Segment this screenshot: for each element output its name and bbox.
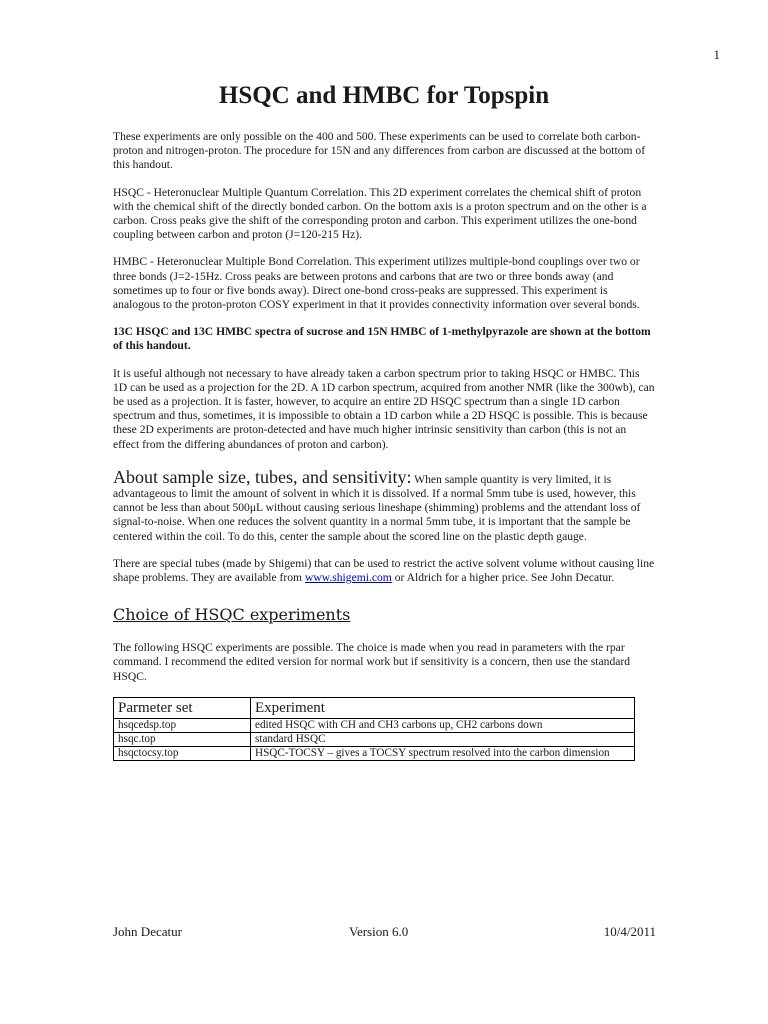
about-text: When sample quantity is very limited, it is advantageous to limit the amount of solvent in which it is dissolved. If a normal 5mm tube is used, however, this cannot be less than about 500μL without causing serious lineshape (shimming) problems and the attendant loss of signal-to-noise. When one reduces the solvent quantity in a normal 5mm tube, it is important that the sample be centered within the coil. To do this, center the sample about the scored line on the plastic depth gauge. bbox=[113, 472, 641, 543]
page-footer bbox=[113, 924, 656, 942]
shigemi-text-after: or Aldrich for a higher price. See John Decatur. bbox=[391, 571, 615, 585]
page-number: 1 bbox=[713, 47, 720, 62]
table-cell: hsqcedsp.top bbox=[114, 718, 251, 732]
spectra-note: 13C HSQC and 13C HMBC spectra of sucrose and 15N HMBC of 1-methylpyrazole are shown at the bottom of this handout. bbox=[113, 325, 651, 353]
choice-paragraph: The following HSQC experiments are possible. The choice is made when you read in parameters with the rpar command. I recommend the edited version for normal work but if sensitivity is a concern, then use the standard HSQC. bbox=[113, 641, 631, 683]
footer-author: John Decatur bbox=[113, 924, 182, 939]
shigemi-link[interactable]: www.shigemi.com bbox=[304, 571, 392, 585]
table-cell: hsqc.top bbox=[114, 732, 251, 746]
footer-date: 10/4/2011 bbox=[603, 924, 656, 939]
parameter-table bbox=[113, 697, 635, 761]
hsqc-paragraph: HSQC - Heteronuclear Multiple Quantum Correlation. This 2D experiment correlates the chemical shift of proton with the chemical shift of the directly bonded carbon. On the bottom axis is a proton spectrum and on the other is a carbon. Cross peaks give the shift of the corresponding proton and carbon. This experiment utilizes the one-bond coupling between carbon and proton (J=120-215 Hz). bbox=[113, 185, 647, 242]
intro-paragraph: These experiments are only possible on the 400 and 500. These experiments can be used to correlate both carbon-proton and nitrogen-proton. The procedure for 15N and any differences from carbon are discussed at the bottom of this handout. bbox=[113, 130, 646, 172]
table-row bbox=[114, 746, 635, 760]
table-cell: HSQC-TOCSY – gives a TOCSY spectrum resolved into the carbon dimension bbox=[251, 746, 635, 760]
shigemi-paragraph bbox=[113, 557, 655, 585]
hmbc-paragraph: HMBC - Heteronuclear Multiple Bond Correlation. This experiment utilizes multiple-bond couplings over two or three bonds (J=2-15Hz. Cross peaks are between protons and carbons that are two or three bonds away (and sometimes up to four or five bonds away). Direct one-bond cross-peaks are suppressed. This experiment is analogous to the proton-proton COSY experiment in that it provides connectivity information over several bonds. bbox=[113, 255, 640, 312]
choice-heading: Choice of HSQC experiments bbox=[113, 605, 351, 625]
table-header-parameter: Parmeter set bbox=[114, 697, 251, 718]
document-body bbox=[113, 130, 655, 761]
carbon-paragraph: It is useful although not necessary to have already taken a carbon spectrum prior to taking HSQC or HMBC. This 1D can be used as a projection for the 2D. A 1D carbon spectrum, acquired from another NMR (like the 300wb), can be used as a projection. It is faster, however, to acquire an entire 2D HSQC spectrum than a single 1D carbon spectrum and thus, sometimes, it is impossible to obtain a 1D carbon while a 2D HSQC is possible. This is because these 2D experiments are proton-detected and have much higher intrinsic sensitivity than carbon (this is not an effect from the differing abundances of proton and carbon). bbox=[113, 366, 655, 451]
footer-version: Version 6.0 bbox=[349, 924, 409, 939]
table-row bbox=[114, 732, 635, 746]
table-cell: edited HSQC with CH and CH3 carbons up, CH2 carbons down bbox=[251, 718, 635, 732]
table-header-row bbox=[114, 697, 635, 718]
about-paragraph bbox=[113, 466, 655, 544]
shigemi-text-before: There are special tubes (made by Shigemi) that can be used to restrict the active solvent volume without causing line shape problems. They are available from bbox=[113, 556, 655, 585]
table-row bbox=[114, 718, 635, 732]
about-heading: About sample size, tubes, and sensitivity: bbox=[113, 466, 412, 487]
table-cell: hsqctocsy.top bbox=[114, 746, 251, 760]
table-header-experiment: Experiment bbox=[251, 697, 635, 718]
table-cell: standard HSQC bbox=[251, 732, 635, 746]
document-title: HSQC and HMBC for Topspin bbox=[218, 82, 550, 109]
